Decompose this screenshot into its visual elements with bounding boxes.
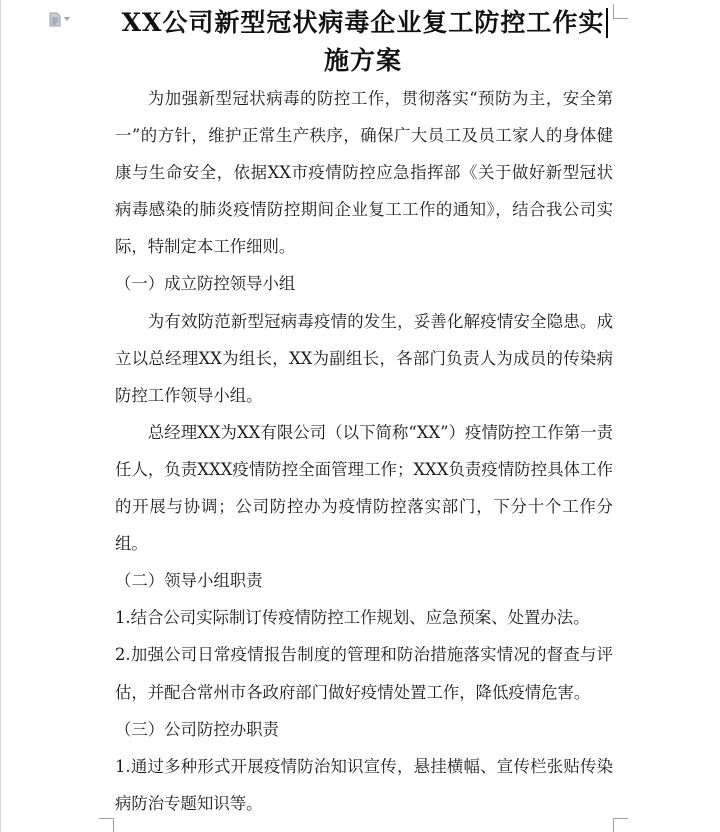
margin-corner-mark <box>99 818 114 832</box>
document-menu[interactable] <box>49 10 79 28</box>
body-paragraph[interactable]: 为有效防范新型冠病毒疫情的发生，妥善化解疫情安全隐患。成立以总经理XX为组长，XX为副组长，各部门负责人为成员的传染病防控工作领导小组。 <box>115 311 613 405</box>
list-item[interactable]: 1.结合公司实际制订传疫情防控工作规划、应急预案、处置办法。 <box>115 608 590 628</box>
margin-corner-mark <box>613 818 628 832</box>
section-heading[interactable]: （三）公司防控办职责 <box>115 719 279 739</box>
margin-corner-mark <box>613 4 628 19</box>
list-item[interactable]: 1.通过多种形式开展疫情防治知识宣传，悬挂横幅、宣传栏张贴传染病防治专题知识等。 <box>115 756 613 813</box>
document-icon <box>49 12 61 27</box>
list-item[interactable]: 2.加强公司日常疫情报告制度的管理和防治措施落实情况的督查与评估，并配合常州市各政府部门做好疫情处置工作，降低疫情危害。 <box>115 645 613 702</box>
document-body[interactable] <box>115 80 613 822</box>
intro-paragraph[interactable]: 为加强新型冠状病毒的防控工作，贯彻落实“预防为主，安全第一”的方针，维护正常生产秩序，确保广大员工及员工家人的身体健康与生命安全，依据XX市疫情防控应急指挥部《关于做好新型冠状病毒感染的肺炎疫情防控期间企业复工工作的通知》，结合我公司实际，特制定本工作细则。 <box>115 89 613 257</box>
section-heading[interactable]: （一）成立防控领导小组 <box>115 274 296 294</box>
text-cursor <box>606 8 608 38</box>
body-paragraph[interactable]: 总经理XX为XX有限公司（以下简称“XX”）疫情防控工作第一责任人，负责XXX疫情防控全面管理工作；XXX负责疫情防控具体工作的开展与协调；公司防控办为疫情防控落实部门，下分十个工作分组。 <box>115 422 613 554</box>
document-title[interactable]: XX公司新型冠状病毒企业复工防控工作实施方案 <box>121 8 605 75</box>
chevron-down-icon <box>64 17 70 21</box>
section-heading[interactable]: （二）领导小组职责 <box>115 571 263 591</box>
